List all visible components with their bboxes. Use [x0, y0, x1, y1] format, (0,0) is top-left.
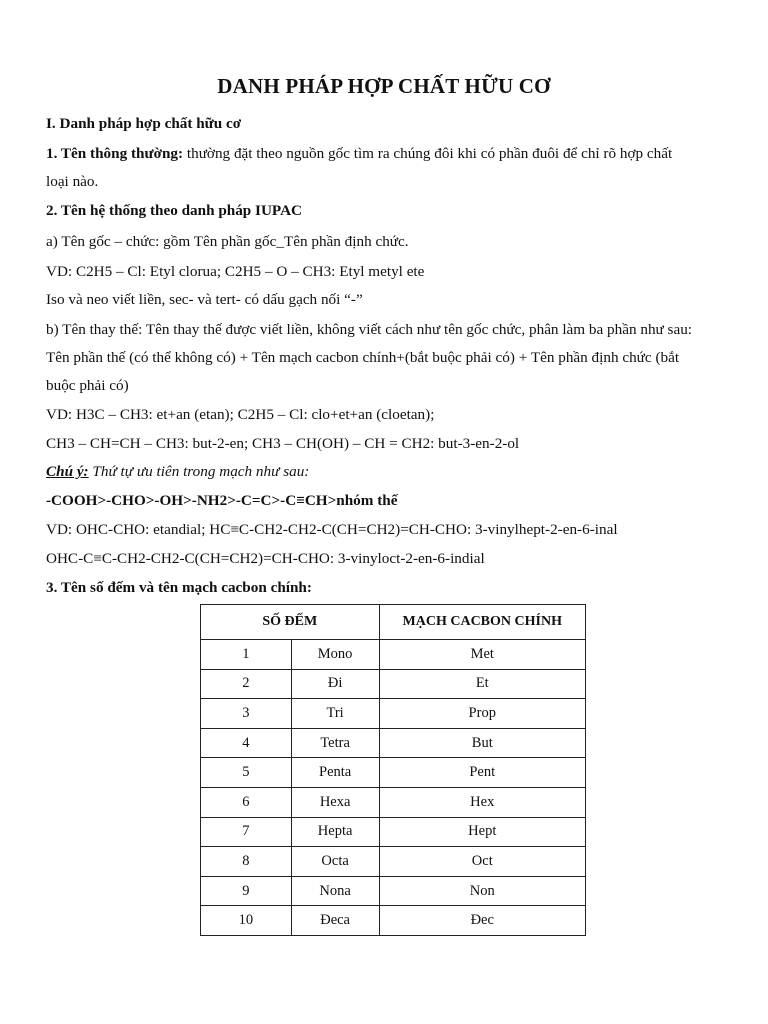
table-header-cell: SỐ ĐẾM	[201, 605, 380, 640]
table-cell: Tri	[291, 699, 379, 729]
table-row	[201, 787, 586, 817]
count-table	[200, 604, 586, 936]
table-cell: Đec	[379, 906, 585, 936]
table-cell: 5	[201, 758, 292, 788]
text-line: Tên phần thế (có thể không có) + Tên mạch cacbon chính+(bắt buộc phải có) + Tên phần định chức (bắt	[46, 349, 680, 366]
text-line: VD: C2H5 – Cl: Etyl clorua; C2H5 – O – CH3: Etyl metyl ete	[46, 263, 425, 280]
table-row	[201, 640, 586, 670]
table-cell: 10	[201, 906, 292, 936]
table-row	[201, 758, 586, 788]
table-cell: 3	[201, 699, 292, 729]
table-cell: Pent	[379, 758, 585, 788]
table-header-row	[201, 605, 586, 640]
table-cell: Penta	[291, 758, 379, 788]
count-heading: 3. Tên số đếm và tên mạch cacbon chính:	[46, 579, 312, 596]
table-row	[201, 847, 586, 877]
table-row	[201, 906, 586, 936]
table-cell: Met	[379, 640, 585, 670]
table-cell: 7	[201, 817, 292, 847]
page-title: DANH PHÁP HỢP CHẤT HỮU CƠ	[217, 74, 551, 98]
text-line: b) Tên thay thế: Tên thay thế được viết liền, không viết cách như tên gốc chức, phân làm ba phần như sau:	[46, 321, 693, 338]
table-cell: 4	[201, 728, 292, 758]
example-line: VD: OHC-CHO: etandial; HC≡C-CH2-CH2-C(CH=CH2)=CH-CHO: 3-vinylhept-2-en-6-inal	[46, 521, 618, 538]
section-heading: I. Danh pháp hợp chất hữu cơ	[46, 115, 242, 132]
note-label: Chú ý:	[46, 463, 89, 480]
table-cell: Mono	[291, 640, 379, 670]
priority-line: -COOH>-CHO>-OH>-NH2>-C=C>-C≡CH>nhóm thế	[46, 492, 398, 509]
table-cell: Oct	[379, 847, 585, 877]
table-cell: Hept	[379, 817, 585, 847]
table-cell: Octa	[291, 847, 379, 877]
paragraph-common-name	[46, 144, 736, 164]
table-row	[201, 876, 586, 906]
table-cell: Et	[379, 669, 585, 699]
text-line: VD: H3C – CH3: et+an (etan); C2H5 – Cl: clo+et+an (cloetan);	[46, 406, 435, 423]
table-cell: Đi	[291, 669, 379, 699]
table-cell: Hex	[379, 787, 585, 817]
table-row	[201, 669, 586, 699]
table-cell: Tetra	[291, 728, 379, 758]
paragraph-continuation: loại nào.	[46, 173, 99, 190]
table-cell: 1	[201, 640, 292, 670]
table-cell: Non	[379, 876, 585, 906]
table-cell: Nona	[291, 876, 379, 906]
iupac-heading: 2. Tên hệ thống theo danh pháp IUPAC	[46, 202, 303, 219]
example-line: OHC-C≡C-CH2-CH2-C(CH=CH2)=CH-CHO: 3-vinyloct-2-en-6-indial	[46, 550, 485, 567]
table-row	[201, 728, 586, 758]
table-cell: Đeca	[291, 906, 379, 936]
table-cell: Prop	[379, 699, 585, 729]
table-cell: 2	[201, 669, 292, 699]
table-cell: 8	[201, 847, 292, 877]
table-row	[201, 817, 586, 847]
paragraph-text: thường đặt theo nguồn gốc tìm ra chúng đôi khi có phần đuôi để chỉ rõ hợp chất	[183, 145, 673, 162]
text-line: buộc phải có)	[46, 377, 129, 394]
table-header-cell: MẠCH CACBON CHÍNH	[379, 605, 585, 640]
text-line: a) Tên gốc – chức: gồm Tên phần gốc_Tên phần định chức.	[46, 233, 409, 250]
table-cell: But	[379, 728, 585, 758]
table-cell: Hexa	[291, 787, 379, 817]
text-line: Iso và neo viết liền, sec- và tert- có dấu gạch nối “-”	[46, 291, 363, 308]
table-row	[201, 699, 586, 729]
text-line: CH3 – CH=CH – CH3: but-2-en; CH3 – CH(OH) – CH = CH2: but-3-en-2-ol	[46, 435, 520, 452]
table-cell: 9	[201, 876, 292, 906]
table-cell: 6	[201, 787, 292, 817]
paragraph-label: 1. Tên thông thường:	[46, 145, 184, 162]
table-cell: Hepta	[291, 817, 379, 847]
note-text: Thứ tự ưu tiên trong mạch như sau:	[88, 463, 310, 480]
note-line	[46, 462, 736, 482]
